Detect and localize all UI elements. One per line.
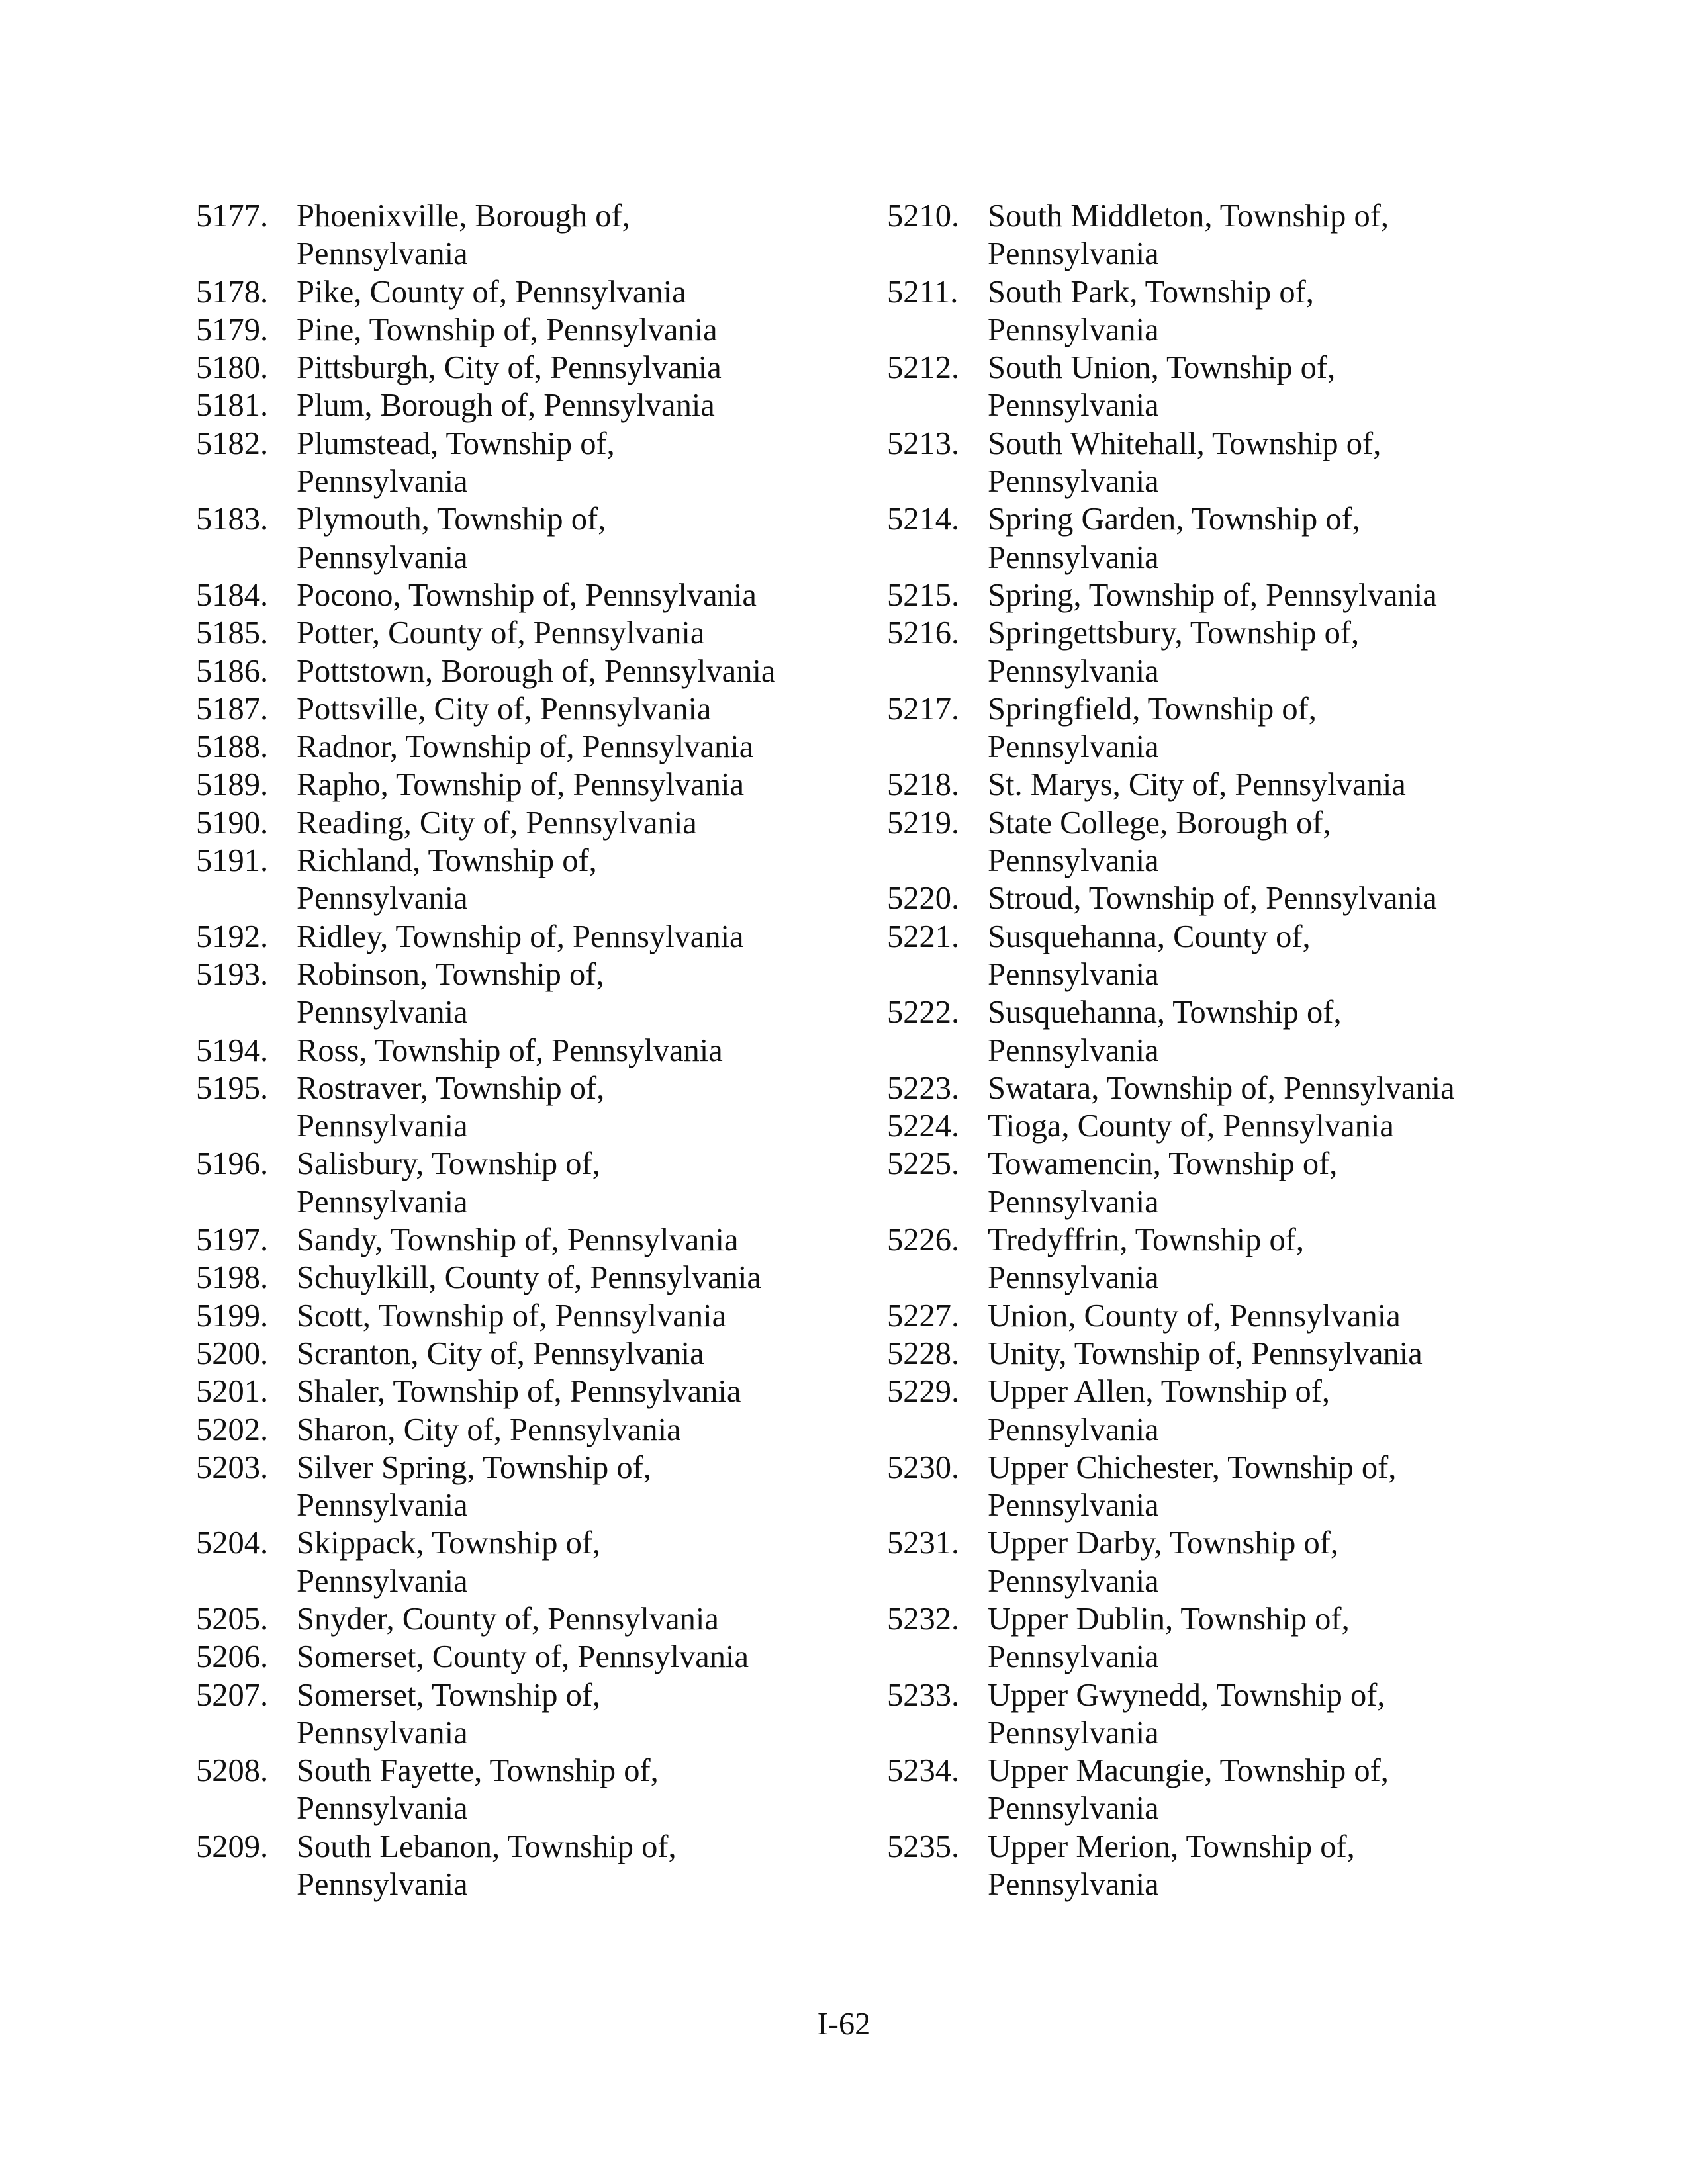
entry-text-line: Pennsylvania [297,539,468,575]
list-entry [196,1600,831,1638]
list-entry [196,1449,831,1525]
entry-number: 5219. [887,805,960,841]
list-entry [887,1221,1549,1297]
left-column [196,197,831,1903]
entry-text-line: Shaler, Township of, Pennsylvania [297,1374,741,1410]
entry-text-line: South Lebanon, Township of, [297,1829,677,1864]
entry-number: 5180. [196,350,269,386]
entry-number: 5177. [196,199,269,234]
list-entry [887,425,1549,501]
list-entry [196,311,831,349]
entry-name [297,349,831,387]
list-entry [887,1145,1549,1221]
list-entry [887,273,1549,349]
entry-name [297,728,831,766]
entry-text-line: Pennsylvania [988,1563,1159,1599]
entry-text-line: Stroud, Township of, Pennsylvania [988,881,1437,917]
entry-text-line: Pennsylvania [297,1791,468,1827]
list-entry [887,1828,1549,1904]
entry-number: 5217. [887,691,960,727]
list-entry [196,728,831,766]
entry-name [988,1524,1549,1600]
entry-text-line: Springfield, Township of, [988,691,1317,727]
list-entry [196,918,831,956]
entry-text-line: Salisbury, Township of, [297,1146,600,1182]
entry-text-line: Pennsylvania [988,236,1159,272]
entry-name [988,349,1549,425]
entry-text-line: Sharon, City of, Pennsylvania [297,1412,681,1447]
list-entry [887,1752,1549,1828]
entry-text-line: Springettsbury, Township of, [988,615,1360,651]
entry-text-line: Plymouth, Township of, [297,502,606,537]
entry-text-line: South Middleton, Township of, [988,199,1389,234]
entry-number: 5201. [196,1374,269,1410]
list-entry [887,1107,1549,1145]
entry-number: 5226. [887,1222,960,1258]
entry-text-line: Upper Merion, Township of, [988,1829,1355,1864]
entry-name [297,1600,831,1638]
list-entry [887,197,1549,273]
entry-number: 5200. [196,1336,269,1371]
list-entry [196,1373,831,1410]
entry-number: 5231. [887,1525,960,1561]
entry-text-line: Pennsylvania [297,881,468,917]
entry-text-line: Rostraver, Township of, [297,1070,605,1106]
list-entry [196,1297,831,1335]
entry-number: 5214. [887,502,960,537]
entry-text-line: Pike, County of, Pennsylvania [297,274,686,310]
list-entry [196,1069,831,1146]
entry-number: 5234. [887,1753,960,1789]
entry-name [297,500,831,576]
list-entry [887,766,1549,803]
entry-text-line: Pennsylvania [988,1184,1159,1220]
entry-number: 5197. [196,1222,269,1258]
entry-text-line: Pittsburgh, City of, Pennsylvania [297,350,722,386]
entry-number: 5215. [887,577,960,613]
entry-text-line: Pennsylvania [988,1867,1159,1903]
entry-name [988,1676,1549,1752]
entry-number: 5184. [196,577,269,613]
list-entry [196,1638,831,1676]
entry-name [297,1449,831,1525]
entry-text-line: Tioga, County of, Pennsylvania [988,1109,1394,1144]
entry-number: 5202. [196,1412,269,1447]
entry-number: 5203. [196,1449,269,1485]
entry-text-line: Pennsylvania [988,956,1159,992]
entry-text-line: Ross, Township of, Pennsylvania [297,1032,723,1068]
entry-name [297,1069,831,1146]
entry-name [297,387,831,424]
entry-name [297,956,831,1032]
entry-number: 5198. [196,1260,269,1296]
entry-text-line: Pennsylvania [297,1715,468,1751]
entry-text-line: Pennsylvania [988,312,1159,347]
entry-text-line: Radnor, Township of, Pennsylvania [297,729,754,765]
entry-number: 5187. [196,691,269,727]
entry-text-line: Upper Chichester, Township of, [988,1449,1397,1485]
entry-text-line: Spring Garden, Township of, [988,502,1360,537]
entry-number: 5218. [887,767,960,803]
entry-name [297,1676,831,1752]
entry-name [297,1373,831,1410]
entry-name [988,1449,1549,1525]
entry-name [988,425,1549,501]
entry-text-line: Pottstown, Borough of, Pennsylvania [297,653,776,689]
entry-number: 5209. [196,1829,269,1864]
entry-name [297,1032,831,1069]
entry-text-line: Robinson, Township of, [297,956,604,992]
entry-number: 5229. [887,1374,960,1410]
entry-text-line: Pennsylvania [988,464,1159,500]
entry-text-line: Union, County of, Pennsylvania [988,1298,1401,1334]
entry-text-line: Upper Allen, Township of, [988,1374,1331,1410]
entry-text-line: Upper Macungie, Township of, [988,1753,1389,1789]
entry-name [988,273,1549,349]
entry-name [297,1335,831,1373]
entry-number: 5189. [196,767,269,803]
entry-text-line: Somerset, County of, Pennsylvania [297,1639,749,1675]
list-entry [887,993,1549,1069]
right-column [887,197,1549,1903]
entry-name [297,1145,831,1221]
entry-name [297,1259,831,1297]
list-entry [196,653,831,690]
entry-number: 5232. [887,1601,960,1637]
entry-text-line: Pennsylvania [297,1867,468,1903]
list-entry [196,273,831,311]
entry-text-line: Pennsylvania [297,1488,468,1524]
entry-number: 5178. [196,274,269,310]
entry-text-line: Pocono, Township of, Pennsylvania [297,577,757,613]
entry-name [297,1638,831,1676]
entry-name [297,918,831,956]
list-entry [196,842,831,918]
entry-name [297,1221,831,1259]
list-entry [196,956,831,1032]
entry-name [988,1335,1549,1373]
entry-text-line: Pennsylvania [297,236,468,272]
entry-text-line: Pennsylvania [297,464,468,500]
entry-text-line: South Whitehall, Township of, [988,426,1382,461]
list-entry [887,576,1549,614]
entry-number: 5225. [887,1146,960,1182]
entry-number: 5227. [887,1298,960,1334]
entry-text-line: Pennsylvania [988,843,1159,879]
list-entry [196,576,831,614]
list-entry [196,1259,831,1297]
entry-number: 5213. [887,426,960,461]
entry-name [297,576,831,614]
entry-text-line: Richland, Township of, [297,843,597,879]
entry-name [988,197,1549,273]
entry-text-line: Tredyffrin, Township of, [988,1222,1305,1258]
entry-name [988,993,1549,1069]
list-entry [887,1600,1549,1676]
entry-text-line: Spring, Township of, Pennsylvania [988,577,1437,613]
entry-number: 5233. [887,1677,960,1713]
list-entry [887,349,1549,425]
list-entry [196,690,831,728]
entry-name [297,311,831,349]
entry-name [297,1752,831,1828]
entry-text-line: Plum, Borough of, Pennsylvania [297,388,715,424]
list-entry [887,690,1549,766]
entry-text-line: Pennsylvania [988,1715,1159,1751]
entry-number: 5220. [887,881,960,917]
entry-number: 5204. [196,1525,269,1561]
entry-number: 5191. [196,843,269,879]
entry-number: 5192. [196,919,269,954]
entry-name [988,1828,1549,1904]
entry-name [988,614,1549,690]
entry-text-line: South Union, Township of, [988,350,1336,386]
entry-number: 5182. [196,426,269,461]
entry-number: 5206. [196,1639,269,1675]
entry-text-line: Pennsylvania [988,539,1159,575]
entry-number: 5186. [196,653,269,689]
list-entry [887,614,1549,690]
entry-text-line: Pennsylvania [988,653,1159,689]
list-entry [887,1524,1549,1600]
list-entry [887,918,1549,994]
entry-text-line: Pennsylvania [297,1109,468,1144]
entry-name [988,1600,1549,1676]
entry-name [297,804,831,842]
entry-name [297,766,831,803]
list-entry [196,349,831,387]
list-entry [196,1145,831,1221]
entry-text-line: Pennsylvania [988,729,1159,765]
entry-text-line: Scott, Township of, Pennsylvania [297,1298,727,1334]
entry-text-line: Swatara, Township of, Pennsylvania [988,1070,1455,1106]
entry-number: 5228. [887,1336,960,1371]
entry-text-line: Pennsylvania [988,1260,1159,1296]
entry-text-line: St. Marys, City of, Pennsylvania [988,767,1406,803]
entry-name [988,1297,1549,1335]
list-entry [196,1411,831,1449]
list-entry [196,425,831,501]
entry-number: 5183. [196,502,269,537]
entry-name [297,1828,831,1904]
entry-number: 5223. [887,1070,960,1106]
entry-text-line: Scranton, City of, Pennsylvania [297,1336,704,1371]
entry-text-line: Upper Gwynedd, Township of, [988,1677,1385,1713]
entry-number: 5205. [196,1601,269,1637]
list-entry [196,614,831,652]
entry-text-line: Skippack, Township of, [297,1525,601,1561]
entry-number: 5211. [887,274,959,310]
entry-text-line: Pennsylvania [988,388,1159,424]
entry-name [988,576,1549,614]
list-entry [887,880,1549,917]
entry-text-line: Upper Darby, Township of, [988,1525,1339,1561]
entry-number: 5208. [196,1753,269,1789]
entry-number: 5224. [887,1109,960,1144]
entry-number: 5212. [887,350,960,386]
entry-text-line: Pennsylvania [988,1639,1159,1675]
entry-text-line: South Park, Township of, [988,274,1314,310]
entry-text-line: Schuylkill, County of, Pennsylvania [297,1260,761,1296]
entry-number: 5193. [196,956,269,992]
list-entry [196,500,831,576]
list-entry [887,1335,1549,1373]
list-entry [887,1069,1549,1107]
entry-name [297,273,831,311]
entry-name [988,1373,1549,1449]
entry-number: 5222. [887,995,960,1030]
entry-name [988,1107,1549,1145]
list-entry [196,1524,831,1600]
list-entry [196,1335,831,1373]
list-entry [196,1032,831,1069]
entry-text-line: Potter, County of, Pennsylvania [297,615,705,651]
entry-text-line: Pennsylvania [988,1412,1159,1447]
entry-text-line: Phoenixville, Borough of, [297,199,630,234]
list-entry [196,1828,831,1904]
entry-name [988,804,1549,880]
entry-text-line: Towamencin, Township of, [988,1146,1338,1182]
entry-name [988,1221,1549,1297]
entry-text-line: Plumstead, Township of, [297,426,615,461]
entry-text-line: Somerset, Township of, [297,1677,601,1713]
entry-number: 5185. [196,615,269,651]
entry-name [297,842,831,918]
entry-number: 5194. [196,1032,269,1068]
entry-name [988,1069,1549,1107]
list-entry [887,1449,1549,1525]
entry-text-line: Sandy, Township of, Pennsylvania [297,1222,739,1258]
entry-name [988,918,1549,994]
entry-text-line: Pennsylvania [988,1032,1159,1068]
entry-number: 5199. [196,1298,269,1334]
entry-text-line: Pennsylvania [988,1488,1159,1524]
entry-number: 5196. [196,1146,269,1182]
list-entry [887,1676,1549,1752]
entry-text-line: Susquehanna, Township of, [988,995,1342,1030]
entry-text-line: Upper Dublin, Township of, [988,1601,1350,1637]
entry-text-line: Susquehanna, County of, [988,919,1311,954]
list-entry [196,1752,831,1828]
entry-text-line: Silver Spring, Township of, [297,1449,651,1485]
entry-number: 5230. [887,1449,960,1485]
entry-text-line: State College, Borough of, [988,805,1331,841]
entry-name [297,1411,831,1449]
entry-number: 5181. [196,388,269,424]
entry-name [297,1524,831,1600]
entry-number: 5235. [887,1829,960,1864]
entry-number: 5210. [887,199,960,234]
list-entry [887,500,1549,576]
entry-name [297,653,831,690]
list-entry [196,1221,831,1259]
entry-number: 5195. [196,1070,269,1106]
entry-text-line: Pottsville, City of, Pennsylvania [297,691,712,727]
entry-name [297,614,831,652]
list-entry [196,766,831,803]
entry-name [988,500,1549,576]
page-number: I-62 [817,2007,871,2042]
entry-number: 5221. [887,919,960,954]
entry-name [297,197,831,273]
entry-name [988,766,1549,803]
entry-text-line: Snyder, County of, Pennsylvania [297,1601,719,1637]
list-entry [887,1373,1549,1449]
entry-number: 5179. [196,312,269,347]
list-entry [887,804,1549,880]
list-entry [196,1676,831,1752]
entry-name [988,1752,1549,1828]
entry-name [297,690,831,728]
entry-name [988,1145,1549,1221]
entry-name [297,425,831,501]
entry-name [297,1297,831,1335]
entry-number: 5216. [887,615,960,651]
entry-text-line: Pennsylvania [297,995,468,1030]
entry-name [988,880,1549,917]
list-entry [196,804,831,842]
entry-text-line: Pennsylvania [297,1563,468,1599]
entry-text-line: Pine, Township of, Pennsylvania [297,312,718,347]
list-entry [196,197,831,273]
list-entry [196,387,831,424]
entry-name [988,690,1549,766]
entry-text-line: Unity, Township of, Pennsylvania [988,1336,1423,1371]
entry-text-line: Rapho, Township of, Pennsylvania [297,767,745,803]
list-entry [887,1297,1549,1335]
entry-text-line: Pennsylvania [988,1791,1159,1827]
entry-text-line: Reading, City of, Pennsylvania [297,805,697,841]
entry-text-line: Ridley, Township of, Pennsylvania [297,919,744,954]
entry-number: 5207. [196,1677,269,1713]
entry-number: 5188. [196,729,269,765]
entry-number: 5190. [196,805,269,841]
entry-text-line: Pennsylvania [297,1184,468,1220]
entry-text-line: South Fayette, Township of, [297,1753,659,1789]
